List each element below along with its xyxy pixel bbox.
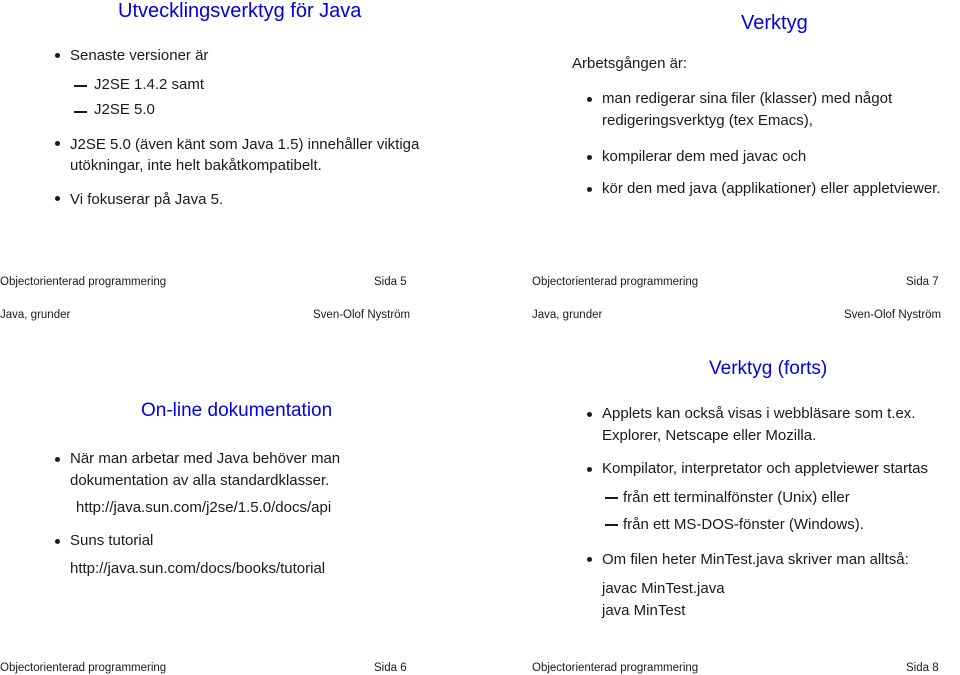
slide-5-subbullet-2: J2SE 5.0: [94, 101, 155, 118]
bullet-dash: [605, 524, 618, 526]
bullet-dot: [587, 155, 592, 160]
slide-6-bullet-2: Suns tutorial: [70, 532, 154, 549]
slide-8-subbullet-2: från ett MS-DOS-fönster (Windows).: [623, 516, 864, 533]
slide-5-bullet-2-line-1: J2SE 5.0 (även känt som Java 1.5) innehåller viktiga: [70, 136, 420, 153]
bullet-dot: [55, 196, 60, 201]
bullet-dot: [587, 187, 592, 192]
slide-7-bullet-1-line-1: man redigerar sina filer (klasser) med något: [602, 90, 893, 107]
bullet-dot: [55, 457, 60, 462]
slide-7-bullet-2: kompilerar dem med javac och: [602, 148, 807, 165]
slide-8-bullet-2: Kompilator, interpretator och appletviewer startas: [602, 460, 928, 477]
slide-5-bullet-2-line-2: utökningar, inte helt bakåtkompatibelt.: [70, 157, 322, 174]
slide-6-tutorial-url: http://java.sun.com/docs/books/tutorial: [70, 560, 326, 577]
slide-5-footer-course: Objectorienterad programmering: [0, 276, 167, 288]
slide-5-bullet-1: Senaste versioner är: [70, 47, 209, 64]
slide-7-bullet-3: kör den med java (applikationer) eller appletviewer.: [602, 180, 941, 197]
slide-7-footer-page: Sida 7: [906, 276, 939, 288]
slide-8-bullet-1-line-2: Explorer, Netscape eller Mozilla.: [602, 427, 817, 444]
slide-5-footer-page: Sida 5: [374, 276, 407, 288]
slide-7-intro: Arbetsgången är:: [572, 55, 688, 72]
slide-8-header-topic: Java, grunder: [532, 309, 603, 321]
bullet-dot: [55, 539, 60, 544]
slide-6-header-topic: Java, grunder: [0, 309, 71, 321]
bullet-dash: [74, 85, 87, 87]
bullet-dash: [74, 111, 87, 113]
slide-8-footer-page: Sida 8: [906, 662, 939, 674]
slide-6-header-author: Sven-Olof Nyström: [313, 309, 411, 321]
slide-7-footer-course: Objectorienterad programmering: [532, 276, 699, 288]
slide-5-title: Utvecklingsverktyg för Java: [118, 0, 362, 22]
slide-6-bullet-1-line-2: dokumentation av alla standardklasser.: [70, 472, 330, 489]
slide-8-code-line-1: javac MinTest.java: [602, 580, 725, 597]
bullet-dash: [605, 497, 618, 499]
slide-8-subbullet-1: från ett terminalfönster (Unix) eller: [623, 489, 850, 506]
slide-6-bullet-1-line-1: När man arbetar med Java behöver man: [70, 450, 341, 467]
slide-6-title: On-line dokumentation: [141, 400, 333, 421]
bullet-dot: [55, 141, 60, 146]
bullet-dot: [587, 467, 592, 472]
bullet-dot: [587, 557, 592, 562]
slide-6-footer-page: Sida 6: [374, 662, 407, 674]
slide-8-header-author: Sven-Olof Nyström: [844, 309, 942, 321]
slide-8-bullet-1-line-1: Applets kan också visas i webbläsare som t.ex.: [602, 405, 916, 422]
slide-5-subbullet-1: J2SE 1.4.2 samt: [94, 76, 205, 93]
slide-5-bullet-3: Vi fokuserar på Java 5.: [70, 191, 224, 208]
slide-6-footer-course: Objectorienterad programmering: [0, 662, 167, 674]
slide-8-code-line-2: java MinTest: [602, 602, 686, 619]
slide-7-bullet-1-line-2: redigeringsverktyg (tex Emacs),: [602, 112, 813, 129]
slide-8-title: Verktyg (forts): [709, 358, 828, 379]
slide-6-api-url: http://java.sun.com/j2se/1.5.0/docs/api: [76, 499, 332, 516]
bullet-dot: [55, 53, 60, 58]
slide-8-footer-course: Objectorienterad programmering: [532, 662, 699, 674]
bullet-dot: [587, 412, 592, 417]
slide-7-title: Verktyg: [741, 12, 808, 34]
slide-8-bullet-3: Om filen heter MinTest.java skriver man alltså:: [602, 551, 909, 568]
bullet-dot: [587, 97, 592, 102]
